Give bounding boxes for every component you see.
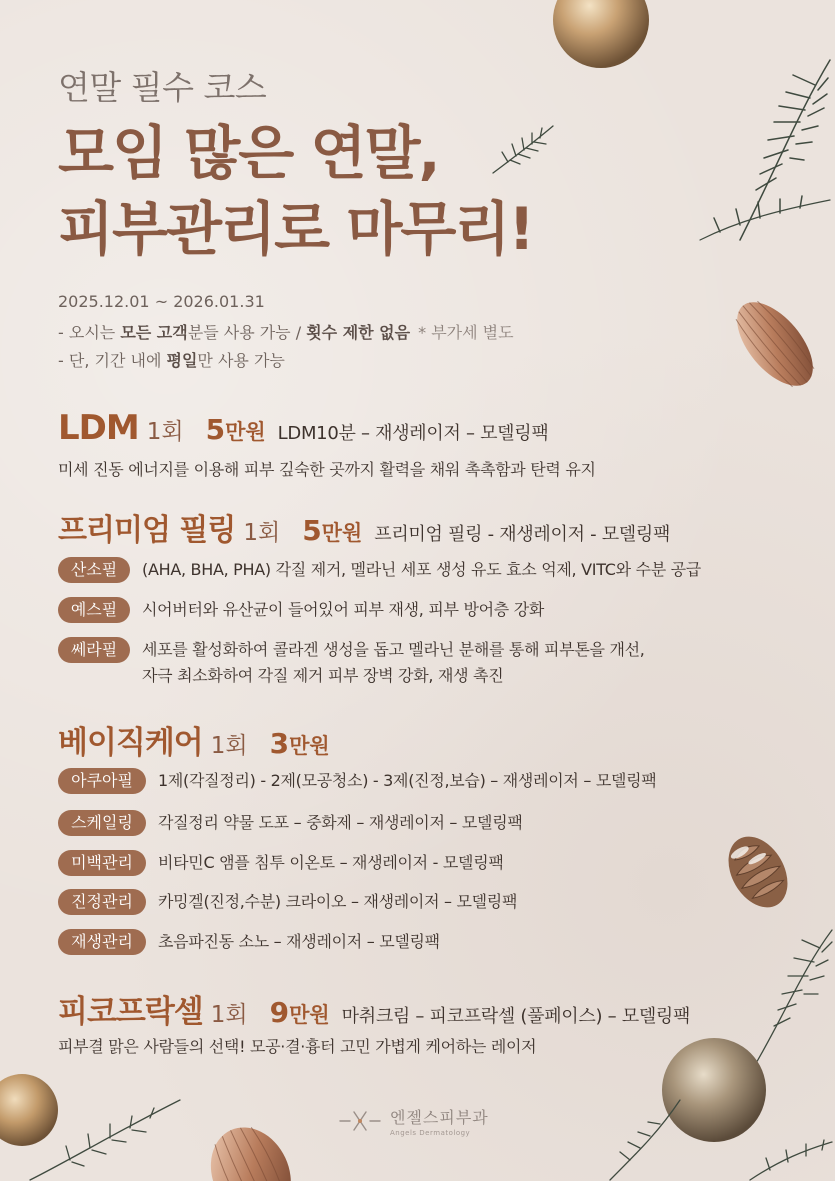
yes-peel-badge: 예스필	[58, 597, 130, 623]
basic-item-regeneration	[58, 929, 440, 955]
premium-price: 5만원	[302, 514, 363, 547]
pine-sprig-headline-icon	[488, 118, 558, 178]
pico-title: 피코프락셀	[58, 994, 203, 1030]
pine-branch-top-right-icon	[680, 50, 835, 250]
ldm-sequence: LDM10분 – 재생레이저 – 모델링팩	[277, 423, 549, 444]
oxygen-peel-badge: 산소필	[58, 557, 130, 583]
pine-branch-bottom-left-icon	[20, 1090, 220, 1181]
copper-ornament-right-icon	[715, 288, 835, 400]
scaling-badge: 스케일링	[58, 810, 146, 836]
pico-count: 1회	[210, 1002, 248, 1028]
usage-note-2: - 단, 기간 내에 평일만 사용 가능	[58, 351, 285, 370]
pico-price: 9만원	[269, 996, 330, 1029]
premium-item-yes	[58, 597, 544, 623]
pico-description: 피부결 맑은 사람들의 선택! 모공·결·흉터 고민 가볍게 케어하는 레이저	[58, 1037, 537, 1056]
ldm-count: 1회	[146, 419, 184, 445]
premium-item-oxygen	[58, 557, 701, 583]
pinecone-icon	[708, 826, 808, 918]
pico-section-header	[58, 986, 690, 1031]
clinic-name: 엔젤스피부과	[390, 1108, 489, 1127]
usage-note-1: - 오시는 모든 고객분들 사용 가능 / 횟수 제한 없음 * 부가세 별도	[58, 323, 514, 342]
aqua-peel-badge: 아쿠아필	[58, 768, 146, 794]
gold-ornament-top-icon	[548, 0, 654, 72]
scaling-text: 각질정리 약물 도포 – 중화제 – 재생레이저 – 모델링팩	[158, 813, 523, 832]
soothing-text: 카밍겔(진정,수분) 크라이오 – 재생레이저 – 모델링팩	[158, 892, 518, 911]
clinic-logo	[338, 1105, 489, 1137]
clinic-name-en: Angels Dermatology	[390, 1129, 471, 1137]
cera-peel-text-1: 세포를 활성화하여 콜라겐 생성을 돕고 멜라닌 분해를 통해 피부톤을 개선,	[142, 640, 645, 659]
vat-note: * 부가세 별도	[418, 323, 514, 342]
regeneration-badge: 재생관리	[58, 929, 146, 955]
yes-peel-text: 시어버터와 유산균이 들어있어 피부 재생, 피부 방어층 강화	[142, 600, 545, 619]
basic-count: 1회	[210, 733, 248, 759]
pine-branch-bottom-right-lower-icon	[600, 1080, 835, 1181]
premium-count: 1회	[243, 520, 281, 546]
soothing-badge: 진정관리	[58, 889, 146, 915]
regeneration-text: 초음파진동 소노 – 재생레이저 – 모델링팩	[158, 932, 440, 951]
headline-line-1: 모임 많은 연말,	[58, 119, 439, 187]
ldm-section-header	[58, 408, 548, 448]
premium-sequence: 프리미엄 필링 - 재생레이저 - 모델링팩	[374, 524, 671, 545]
event-period: 2025.12.01 ~ 2026.01.31	[58, 292, 265, 311]
whitening-badge: 미백관리	[58, 850, 146, 876]
whitening-text: 비타민C 앰플 침투 이온토 – 재생레이저 - 모델링팩	[158, 853, 504, 872]
pico-sequence: 마취크림 – 피코프락셀 (풀페이스) – 모델링팩	[341, 1006, 691, 1027]
basic-item-soothing	[58, 889, 517, 915]
basic-section-header	[58, 717, 330, 762]
ldm-title: LDM	[58, 408, 139, 448]
premium-item-cera	[58, 637, 645, 689]
angel-logo-icon	[338, 1108, 382, 1134]
premium-title: 프리미엄 필링	[58, 513, 236, 548]
subtitle: 연말 필수 코스	[58, 68, 267, 107]
cera-peel-badge: 쎄라필	[58, 637, 130, 663]
premium-section-header	[58, 505, 670, 549]
cera-peel-text-2: 자극 최소화하여 각질 제거 피부 장벽 강화, 재생 촉진	[142, 666, 504, 685]
ldm-description: 미세 진동 에너지를 이용해 피부 깊숙한 곳까지 활력을 채워 촉촉함과 탄력 유지	[58, 460, 596, 479]
copper-ornament-bottom-icon	[195, 1112, 305, 1181]
headline-line-2: 피부관리로 마무리!	[58, 195, 533, 263]
ldm-price: 5만원	[205, 413, 266, 446]
basic-item-whitening	[58, 850, 504, 876]
basic-price: 3만원	[269, 727, 330, 760]
aqua-peel-text: 1제(각질정리) - 2제(모공청소) - 3제(진정,보습) – 재생레이저 – 모델링팩	[158, 771, 657, 790]
oxygen-peel-text: (AHA, BHA, PHA) 각질 제거, 멜라닌 세포 생성 유도 효소 억제, VITC와 수분 공급	[142, 560, 701, 579]
basic-title: 베이직케어	[58, 725, 203, 761]
basic-item-aqua	[58, 768, 656, 794]
basic-item-scaling	[58, 810, 523, 836]
